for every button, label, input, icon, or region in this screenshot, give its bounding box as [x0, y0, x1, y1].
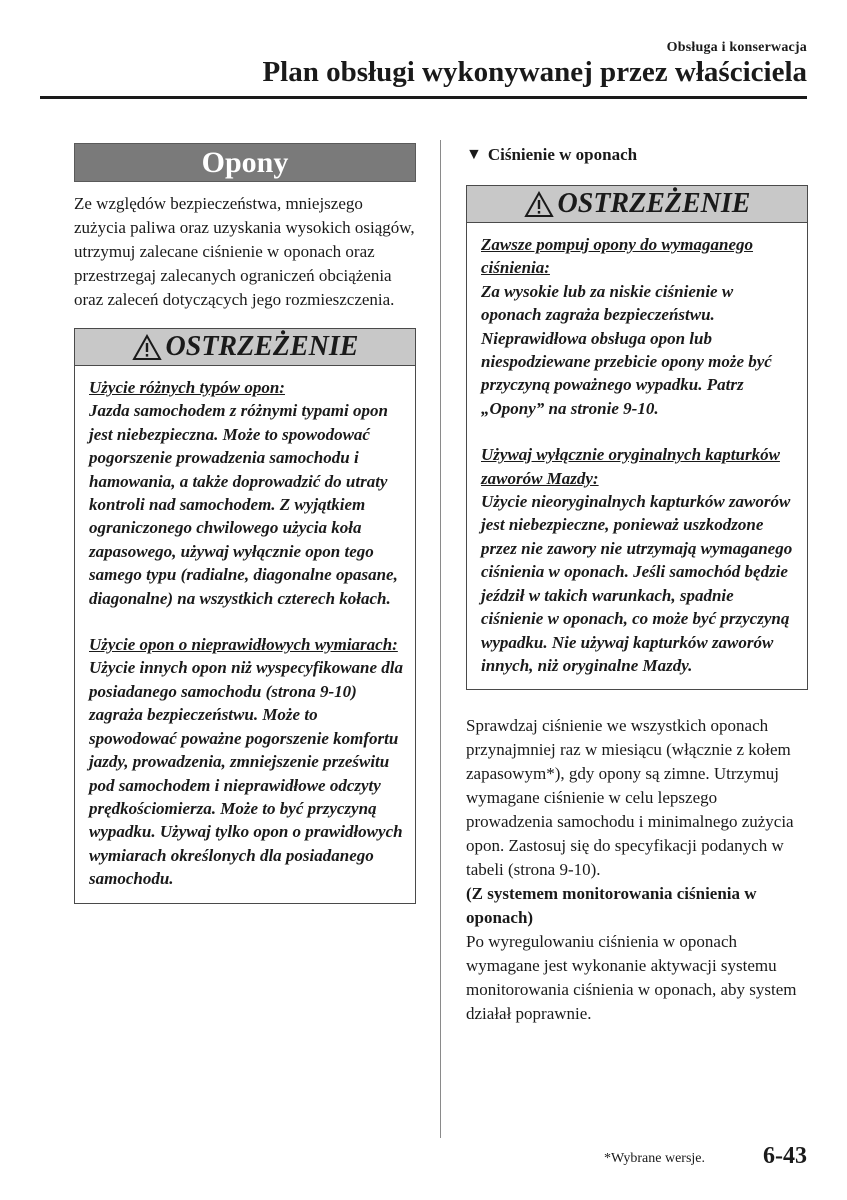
warning-section [481, 443, 795, 677]
warning-triangle-icon [132, 334, 162, 361]
warning-box [74, 328, 416, 904]
warning-title: OSTRZEŻENIE [165, 331, 359, 362]
warning-body [467, 223, 807, 689]
warning-section [481, 233, 795, 420]
paragraph: Sprawdzaj ciśnienie we wszystkich oponach przynajmniej raz w miesiącu (włącznie z kołem zapasowym*), gdy opony są zimne. Utrzymuj wymagane ciśnienie w celu lepszego prowadzenia samochodu i minimalnego zużycia opon. Zastosuj się do specyfikacji podanych w tabeli (strona 9-10). [466, 716, 794, 880]
tire-pressure-text [466, 714, 808, 1026]
warning-section [89, 633, 403, 890]
warning-text: Jazda samochodem z różnymi typami opon jest niebezpieczna. Może to spowodować pogorszenie prowadzenia samochodu i hamowania, a także doprowadzić do utraty kontroli nad samochodem. Z wyjątkiem ograniczonego chwilowego użycia koła zapasowego, używaj wyłącznie opon tego samego typu (radialne, diagonalne opasane, diagonalne) na wszystkich czterech kołach. [89, 401, 398, 608]
warning-section [89, 376, 403, 610]
right-column [466, 143, 808, 1026]
subheading-text: Ciśnienie w oponach [487, 145, 638, 164]
warning-heading: Zawsze pompuj opony do wymaganego ciśnienia: [481, 235, 754, 278]
bold-heading: (Z systemem monitorowania ciśnienia w oponach) [466, 884, 757, 928]
subheading [466, 143, 808, 167]
intro-paragraph: Ze względów bezpieczeństwa, mniejszego zużycia paliwa oraz uzyskania wysokich osiągów, utrzymuj zalecane ciśnienie w oponach oraz przestrzegaj zalecanych ograniczeń obciążenia oraz zaleceń dotyczących jego rozmieszczenia. [74, 194, 415, 309]
section-banner: Opony [74, 143, 416, 182]
warning-title: OSTRZEŻENIE [557, 188, 751, 219]
warning-text: Użycie nieoryginalnych kapturków zaworów jest niebezpieczne, ponieważ uszkodzone przez nie zawory nie utrzymają wymaganego ciśnienia w oponach. Jeśli samochód będzie jeździł w takich warunkach, spadnie ciśnienie w oponach, co może być przyczyną wypadku. Nie używaj kapturków zaworów innych, niż oryginalne Mazdy. [481, 492, 793, 675]
page-number: 6-43 [763, 1143, 807, 1169]
paragraph: Po wyregulowaniu ciśnienia w oponach wymagane jest wykonanie aktywacji systemu monitorowania ciśnienia w oponach, aby system działał poprawnie. [466, 932, 797, 1024]
page-title: Plan obsługi wykonywanej przez właściciela [262, 56, 807, 88]
section-name: Obsługa i konserwacja [666, 40, 807, 55]
warning-text: Użycie innych opon niż wyspecyfikowane dla posiadanego samochodu (strona 9-10) zagraża bezpieczeństwu. Może to spowodować poważne pogorszenie komfortu jazdy, prowadzenia, zmniejszenie prześwitu pod samochodem i nieprawidłowe odczyty prędkościomierza. Może to być przyczyną wypadku. Używaj tylko opon o prawidłowych wymiarach określonych dla posiadanego samochodu. [89, 658, 404, 889]
footnote: *Wybrane wersje. [604, 1151, 706, 1166]
column-divider [440, 140, 441, 1138]
down-triangle-icon: ▼ [466, 146, 482, 163]
warning-heading: Użycie opon o nieprawidłowych wymiarach: [89, 635, 398, 655]
warning-body [75, 366, 415, 903]
warning-triangle-icon [524, 191, 554, 218]
header-rule [40, 96, 807, 99]
warning-heading: Użycie różnych typów opon: [89, 378, 285, 397]
warning-box [466, 185, 808, 690]
warning-header [467, 186, 807, 223]
left-column [74, 143, 416, 904]
warning-text: Za wysokie lub za niskie ciśnienie w oponach zagraża bezpieczeństwu. Nieprawidłowa obsługa opon lub niespodziewane przebicie opony może być przyczyną poważnego wypadku. Patrz „Opony” na stronie 9-10. [481, 281, 772, 418]
warning-heading: Używaj wyłącznie oryginalnych kapturków zaworów Mazdy: [481, 445, 780, 488]
warning-header [75, 329, 415, 366]
